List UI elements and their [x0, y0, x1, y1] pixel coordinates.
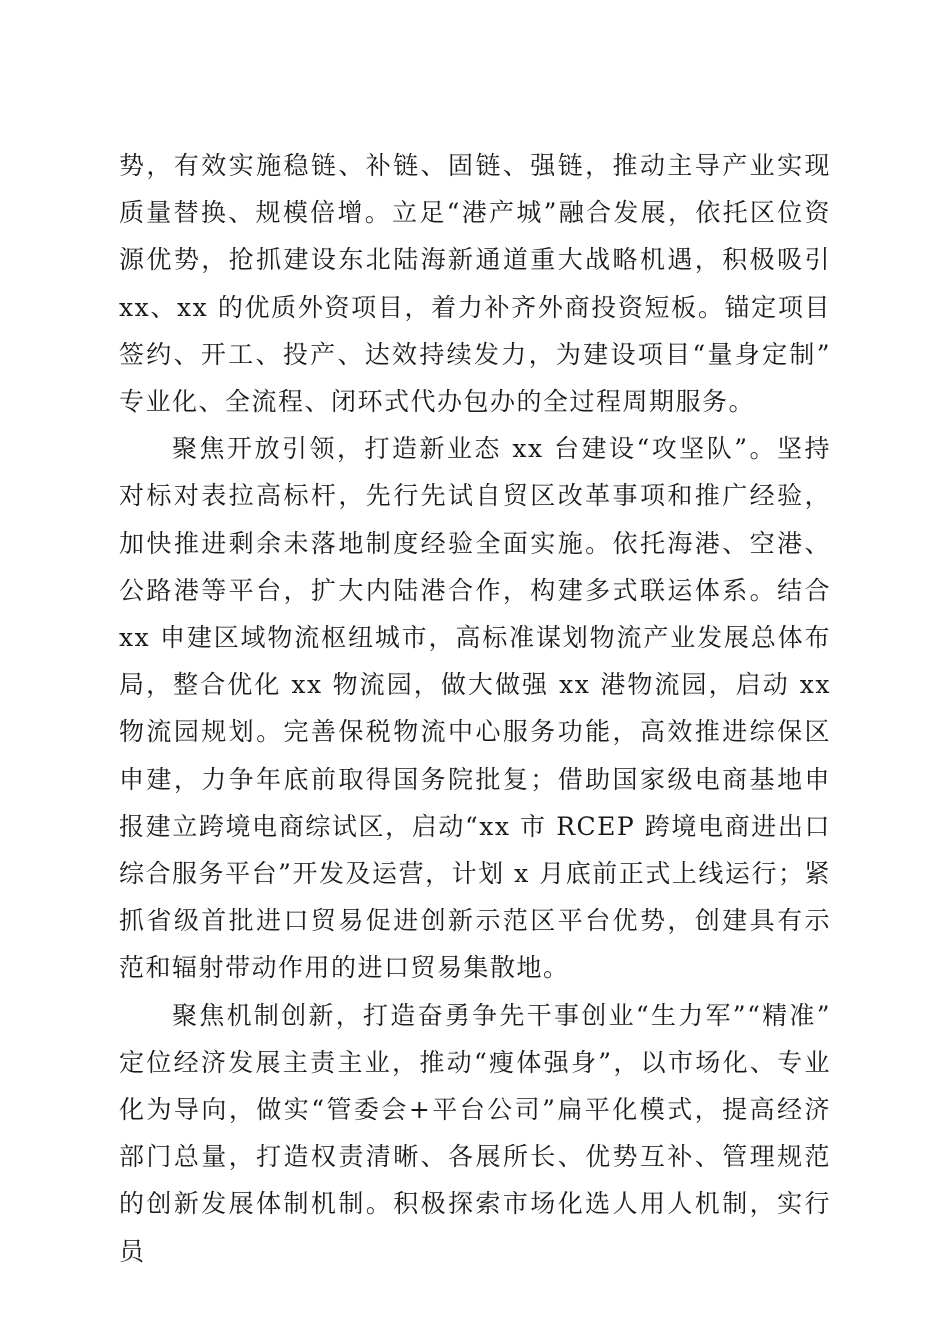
paragraph-mechanism-innovation: 聚焦机制创新，打造奋勇争先干事创业“生力军”“精准”定位经济发展主责主业，推动“瘦体强身”，以市场化、专业化为导向，做实“管委会+平台公司”扁平化模式，提高经济部门总量，打造权责清晰、各展所长、优势互补、管理规范的创新发展体制机制。积极探索市场化选人用人机制，实行员	[119, 1000, 831, 1266]
document-body	[119, 142, 831, 1275]
paragraph-open-leadership: 聚焦开放引领，打造新业态 xx 台建设“攻坚队”。坚持对标对表拉高标杆，先行先试自贸区改革事项和推广经验，加快推进剩余未落地制度经验全面实施。依托海港、空港、公路港等平台，扩大内陆港合作，构建多式联运体系。结合 xx 申建区域物流枢纽城市，高标准谋划物流产业发展总体布局，整合优化 xx 物流园，做大做强 xx 港物流园，启动 xx 物流园规划。完善保税物流中心服务功能，高效推进综保区申建，力争年底前取得国务院批复；借助国家级电商基地申报建立跨境电商综试区，启动“xx 市 RCEP 跨境电商进出口综合服务平台”开发及运营，计划 x 月底前正式上线运行；紧抓省级首批进口贸易促进创新示范区平台优势，创建具有示范和辐射带动作用的进口贸易集散地。	[119, 434, 831, 983]
paragraph-continuation: 势，有效实施稳链、补链、固链、强链，推动主导产业实现质量替换、规模倍增。立足“港产城”融合发展，依托区位资源优势，抢抓建设东北陆海新通道重大战略机遇，积极吸引 xx、xx 的优质外资项目，着力补齐外商投资短板。锚定项目签约、开工、投产、达效持续发力，为建设项目“量身定制”专业化、全流程、闭环式代办包办的全过程周期服务。	[119, 151, 831, 417]
